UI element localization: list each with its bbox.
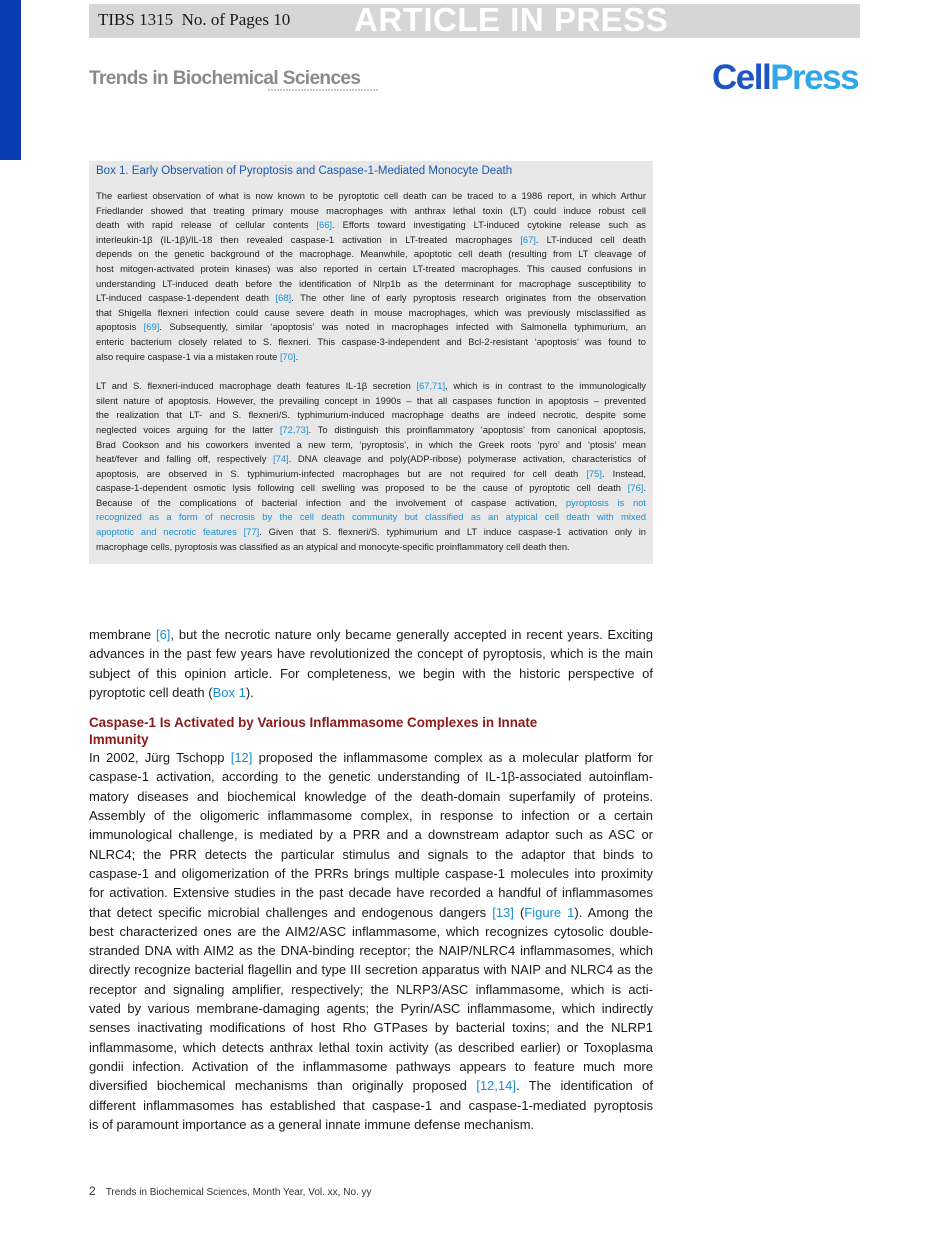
text-line: apoptosis, are observed in S. typhimurium-infected macrophages but are not required for cell death [75]. Instead,	[96, 467, 646, 479]
text-line: LT-induced caspase-1-dependent death [68]. The other line of early pyroptosis research originates from the observation	[96, 292, 646, 304]
main-text	[89, 625, 653, 1134]
citation-link[interactable]: [76]	[627, 482, 644, 494]
text-line: understanding LT-induced death before the identification of Nlrp1b as the determinant for macrophage susceptibility to	[96, 277, 646, 289]
citation-link[interactable]: [67,71]	[416, 380, 446, 392]
section-heading-line-2: Immunity	[89, 732, 149, 748]
text-line: apoptosis [69]. Subsequently, similar ‘apoptosis’ was noted in macrophages infected with Salmonella typhimurium, an	[96, 321, 646, 333]
citation-link[interactable]: recognized as a form of necrosis by the cell death community but classified as an atypical cell death with mixed	[96, 511, 646, 523]
text-line: heat/fever and falling off, respectively [74]. DNA cleavage and poly(ADP-ribose) polymerase activation, characteristics of	[96, 453, 646, 465]
text-line: advances in the past few years have revolutionized the concept of pyroptosis, which is the main	[89, 646, 653, 662]
citation-link[interactable]: [67]	[520, 233, 536, 245]
text-line: for activation. Extensive studies in the past decade have recorded a handful of inflammasomes	[89, 885, 653, 901]
text-line	[96, 510, 646, 525]
citation-link[interactable]: [74]	[273, 453, 289, 465]
citation-link[interactable]: [75]	[586, 467, 602, 479]
citation-link[interactable]: [12]	[230, 750, 253, 766]
citation-link[interactable]: [6]	[155, 627, 171, 642]
text-line: death with rapid release of cellular contents [66]. Efforts toward investigating LT-induced cytokine release such as	[96, 219, 646, 231]
text-line: diversified biochemical mechanisms than originally proposed [12,14]. The identification of	[89, 1078, 653, 1094]
citation-link[interactable]: [12,14]	[476, 1078, 516, 1094]
text-line: enteric bacterium closely related to S. flexneri. This caspase-3-independent and Bcl-2-resistant ‘apoptosis’ was found to	[96, 335, 646, 347]
box-title: Box 1. Early Observation of Pyroptosis and Caspase-1-Mediated Monocyte Death	[96, 165, 513, 177]
side-color-bar	[0, 0, 21, 160]
text-line: directly recognize bacterial flagellin and type III secretion apparatus with NAIP and NLRC4 as the	[89, 962, 653, 978]
text-line: neglected voices arguing for the latter [72,73]. To distinguish this proinflammatory ‘apoptosis’ from canonical apoptosis,	[96, 423, 646, 435]
text-line: stranded DNA with AIM2 as the DNA-binding receptor; the NAIP/NLRC4 inflammasomes, which	[89, 943, 653, 959]
text-line: Because of the complications of bacterial infection and the involvement of caspase activation, pyroptosis is not	[96, 496, 646, 508]
text-line: caspase-1 activation, according to the genetic understanding of IL-1β-associated autoinflam-	[89, 769, 653, 785]
citation-link[interactable]: [66]	[316, 219, 333, 231]
article-in-press-label: ARTICLE IN PRESS	[354, 1, 669, 38]
text-line: senses inactivating modifications of host Rho GTPases by bacterial toxins; and the NLRP1	[89, 1020, 653, 1036]
text-line: Assembly of the oligomeric inflammasome complex, in response to infection or a certain	[89, 808, 653, 824]
citation-link[interactable]: pyroptosis is not	[565, 496, 646, 508]
footer-citation: Trends in Biochemical Sciences, Month Year, Vol. xx, No. yy	[105, 1187, 372, 1198]
citation-link[interactable]: apoptotic and necrotic features [77]	[96, 526, 260, 538]
text-line: depends on the genetic background of the macrophage. Meanwhile, apoptotic cell death (resulting from LT cleavage of	[96, 248, 646, 260]
text-line: NLRC4; the PRR detects the particular stimulus and signals to the adaptor that binds to	[89, 846, 653, 862]
box-body	[96, 189, 646, 554]
citation-link[interactable]: [69]	[143, 321, 160, 333]
text-line: inflammasome, which detects anthrax lethal toxin activity (as described earlier) or Toxoplasma	[89, 1039, 653, 1055]
citation-link[interactable]: [13]	[492, 904, 514, 920]
box-paragraph-2	[96, 379, 646, 554]
text-line: that detect specific microbial challenges and endogenous dangers [13] (Figure 1). Among the	[89, 904, 653, 920]
text-line: gondii infection. Activation of the inflammasome pathways appears to feature much more	[89, 1058, 653, 1074]
text-line: immunological challenge, is mediated by a PRR and a downstream adaptor such as ASC or	[89, 827, 653, 843]
section-heading-line-1: Caspase-1 Is Activated by Various Inflammasome Complexes in Innate	[89, 715, 538, 731]
text-line: pyroptotic cell death (Box 1).	[89, 684, 254, 700]
citation-link[interactable]: Box 1	[212, 684, 246, 700]
text-line: The earliest observation of what is now known to be pyroptotic cell death can be traced to a 1986 report, in which Arthur	[96, 190, 646, 201]
page-footer	[89, 1184, 372, 1198]
citation-link[interactable]: [68]	[275, 292, 292, 304]
text-line: Brad Cookson and his coworkers invented a new term, ‘pyroptosis’, in which the Greek roots ‘pyro’ and ‘ptosis’ mean	[96, 438, 646, 450]
text-line: In 2002, Jürg Tschopp [12] proposed the inflammasome complex as a molecular platform for	[89, 750, 654, 766]
text-line: host mitogen-activated protein kinases) was also reported in certain LT-treated macrophages. This caused confusions in	[96, 262, 646, 274]
text-line: matory diseases and biochemical knowledge of the death-domain superfamily of proteins.	[89, 788, 653, 804]
text-line: LT and S. flexneri-induced macrophage death features IL-1β secretion [67,71], which is in contrast to the immunologically	[96, 380, 646, 392]
text-line: vated by various membrane-damaging agents; the Pyrin/ASC inflammasome, which indirectly	[89, 1001, 653, 1017]
top-banner	[89, 1, 860, 38]
text-line: subject of this opinion article. For completeness, we begin with the historic perspective of	[89, 665, 653, 681]
text-line: the realization that LT- and S. flexneri/S. typhimurium-induced macrophage deaths are indeed necrotic, despite some	[96, 409, 646, 421]
text-line: also require caspase-1 via a mistaken route [70].	[96, 350, 299, 362]
intro-paragraph	[89, 625, 653, 702]
text-line: that Shigella flexneri infection could cause severe death in mouse macrophages, which was previously misclassified as	[96, 306, 646, 318]
journal-title: Trends in Biochemical Sciences	[89, 68, 361, 89]
text-line: membrane [6], but the necrotic nature only became generally accepted in recent years. Exciting	[89, 627, 654, 642]
text-line: receptor and signaling amplifier, respectively; the NLRP3/ASC inflammasome, which is acti-	[89, 981, 653, 997]
text-line: apoptotic and necrotic features [77]. Given that S. flexneri/S. typhimurium and LT induce caspase-1 activation only in	[96, 526, 646, 538]
citation-link[interactable]: Figure 1	[524, 904, 575, 920]
text-line: silent nature of apoptosis. However, the prevailing concept in 1990s – that all caspases function in apoptosis – prevented	[96, 394, 646, 406]
text-box-1	[89, 161, 653, 564]
manuscript-reference: TIBS 1315 No. of Pages 10	[98, 10, 291, 29]
text-line: caspase-1-dependent osmotic lysis following cell swelling was proposed to be the cause of pyroptotic cell death [76].	[96, 482, 646, 494]
text-line: macrophage cells, pyroptosis was classified as an atypical and monocyte-specific proinflammatory cell death then.	[96, 540, 570, 552]
text-line: Friedlander showed that treating primary mouse macrophages with anthrax lethal toxin (LT) could induce robust cell	[96, 204, 646, 216]
section-paragraph	[89, 748, 653, 1134]
text-line: caspase-1 and oligomerization of the PRRs brings multiple caspase-1 molecules into proximity	[89, 865, 653, 881]
cellpress-logo: CellPress	[712, 58, 859, 97]
journal-subtitle-rule	[268, 89, 378, 91]
box-paragraph-1	[96, 189, 646, 364]
text-line: is of paramount importance as a general innate immune defense mechanism.	[89, 1116, 535, 1132]
citation-link[interactable]: [72,73]	[279, 423, 309, 435]
citation-link[interactable]: [70]	[279, 350, 296, 362]
text-line: interleukin-1β (IL-1β)/IL-18 then revealed caspase-1 activation in LT-treated macrophages [67]. LT-induced cell death	[96, 233, 647, 245]
text-line: different inflammasomes has established that caspase-1 and caspase-1-mediated pyroptosis	[89, 1097, 653, 1113]
page-number: 2	[89, 1184, 96, 1198]
text-line: best characterized ones are the AIM2/ASC inflammasome, which recognizes cytosolic double-	[89, 923, 653, 939]
